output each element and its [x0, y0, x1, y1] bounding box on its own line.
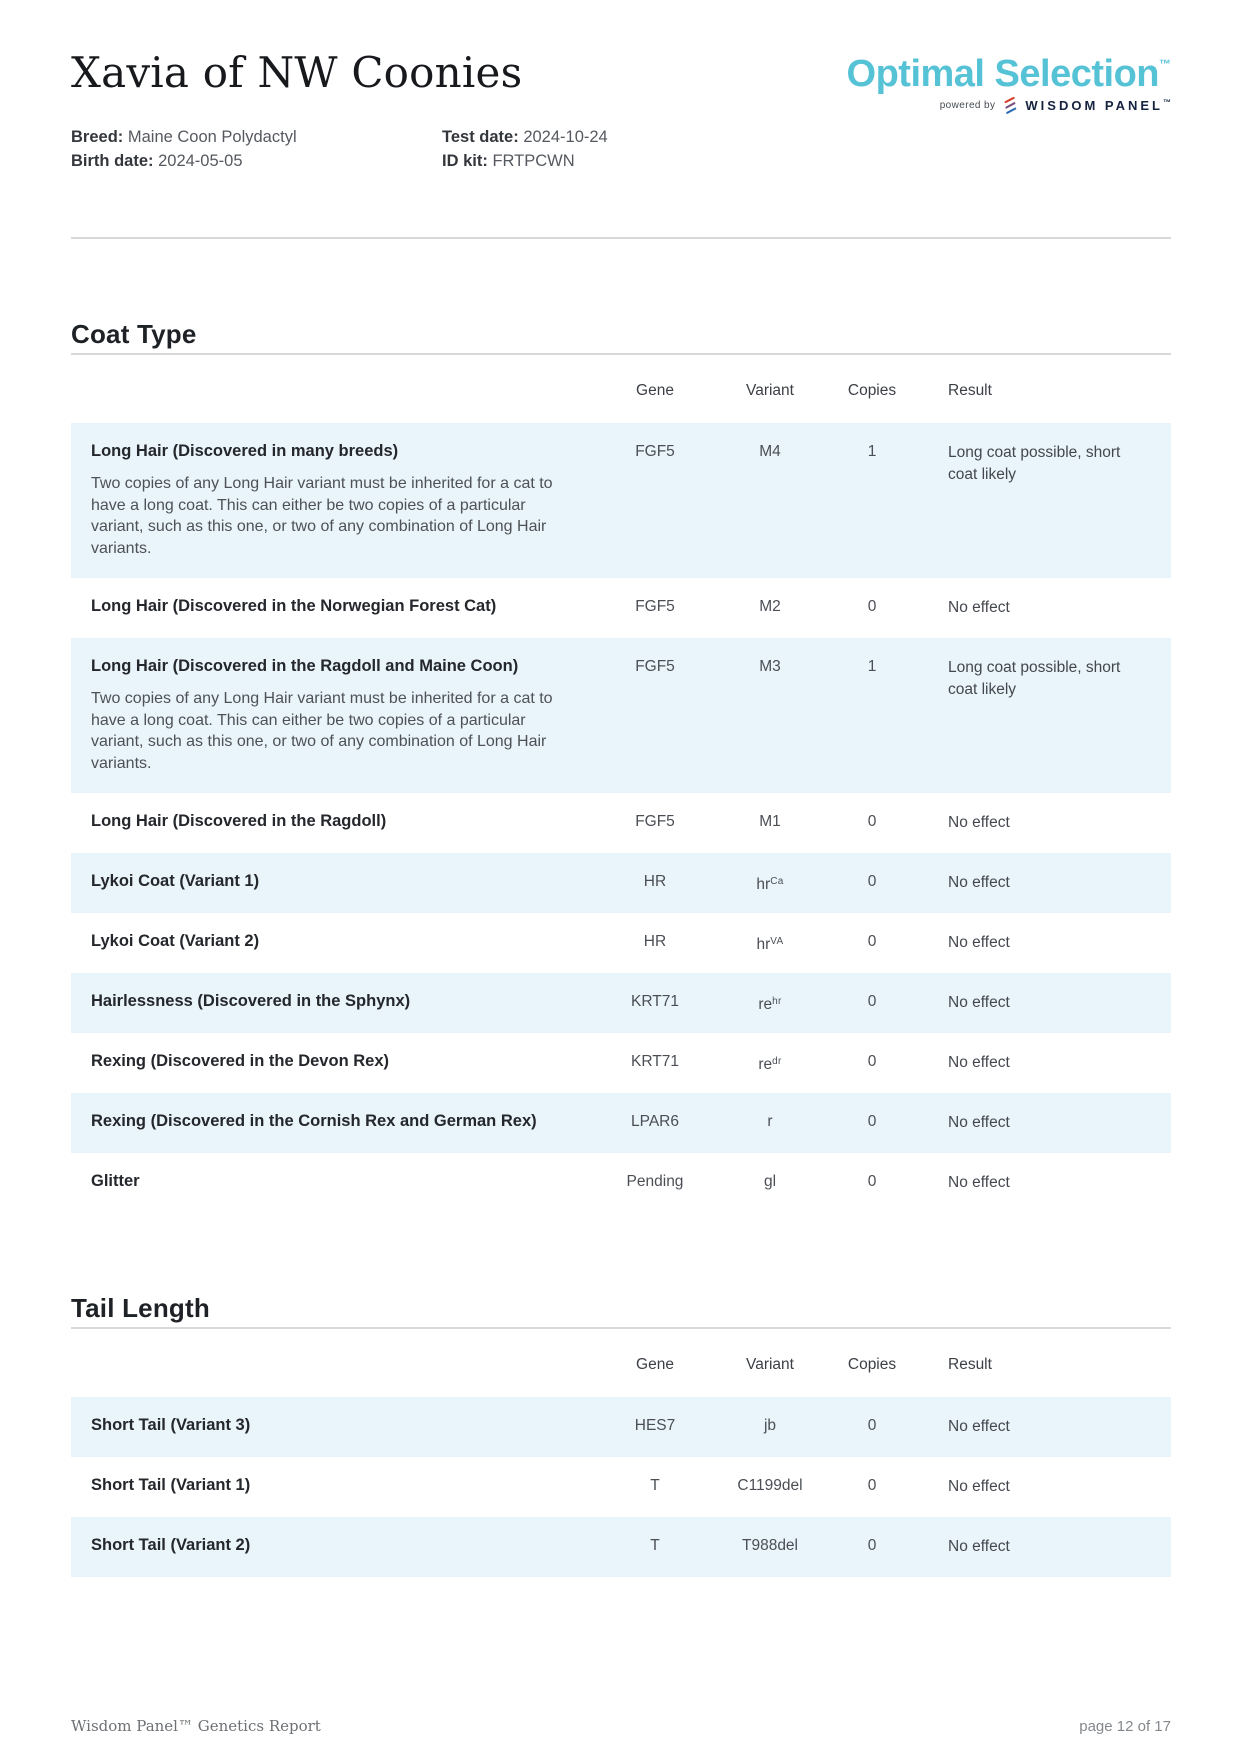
result-value: No effect [948, 934, 1010, 951]
trait-name: Lykoi Coat (Variant 1) [91, 872, 260, 890]
brand-wordmark [847, 44, 1171, 94]
trait-description: Two copies of any Long Hair variant must be inherited for a cat to have a long coat. This can either be two copies of a particular variant, such as this one, or two of any combination of Long Hair variants. [91, 690, 553, 772]
copies-value: 0 [867, 1113, 877, 1130]
copies-value: 0 [867, 933, 877, 950]
variant-base: M1 [759, 813, 781, 830]
pet-info [71, 128, 1171, 176]
variant-value [759, 598, 781, 615]
col-header-copies: Copies [847, 1356, 897, 1373]
brand-name: Optimal Selection [846, 53, 1159, 95]
trait-name: Lykoi Coat (Variant 2) [91, 932, 260, 950]
copies-value: 1 [867, 443, 877, 460]
breed-field [71, 128, 442, 152]
col-header-result: Result [948, 1356, 992, 1373]
trait-name: Hairlessness (Discovered in the Sphynx) [91, 992, 411, 1010]
page-title: Xavia of NW Coonies [71, 48, 523, 97]
trait-row [71, 578, 1171, 638]
variant-superscript: hr [772, 996, 782, 1007]
trait-name: Short Tail (Variant 1) [91, 1476, 251, 1494]
result-value: Long coat possible, short coat likely [948, 659, 1121, 698]
result-value: No effect [948, 1478, 1010, 1495]
trait-row [71, 638, 1171, 793]
trait-name: Long Hair (Discovered in the Ragdoll and Maine Coon) [91, 657, 519, 675]
col-header-result: Result [948, 382, 992, 399]
gene-value: LPAR6 [631, 1113, 679, 1130]
col-header-spacer [71, 382, 591, 400]
gene-value: HES7 [634, 1417, 676, 1434]
variant-base: C1199del [737, 1477, 803, 1494]
variant-superscript: dr [772, 1056, 782, 1067]
gene-value: FGF5 [635, 813, 675, 830]
variant-base: re [758, 1056, 773, 1073]
gene-value: FGF5 [635, 598, 675, 615]
variant-value [756, 876, 783, 893]
wisdom-panel-wordmark [1025, 98, 1171, 113]
gene-value: HR [643, 933, 667, 950]
trait-row [71, 1153, 1171, 1213]
copies-value: 0 [867, 993, 877, 1010]
trait-row [71, 853, 1171, 913]
variant-value [759, 813, 781, 830]
trait-section [71, 319, 1171, 1213]
sections [71, 319, 1171, 1577]
result-value: No effect [948, 1174, 1010, 1191]
variant-base: re [758, 996, 773, 1013]
trait-name: Long Hair (Discovered in many breeds) [91, 442, 399, 460]
variant-value [759, 658, 781, 675]
id-kit-label: ID kit: [442, 152, 488, 170]
gene-value: T [650, 1537, 660, 1554]
id-kit-field [442, 152, 1171, 176]
copies-value: 0 [867, 873, 877, 890]
col-header-variant: Variant [746, 382, 794, 399]
test-date-label: Test date: [442, 128, 519, 146]
variant-superscript: Ca [770, 876, 784, 887]
powered-by-row [847, 97, 1171, 114]
report-header [71, 0, 1171, 239]
gene-value: KRT71 [631, 1053, 679, 1070]
breed-label: Breed: [71, 128, 124, 146]
result-value: No effect [948, 1114, 1010, 1131]
copies-value: 0 [867, 1417, 877, 1434]
variant-value [758, 996, 781, 1013]
breed-value: Maine Coon Polydactyl [127, 128, 297, 146]
trait-description: Two copies of any Long Hair variant must be inherited for a cat to have a long coat. This can either be two copies of a particular variant, such as this one, or two of any combination of Long Hair variants. [91, 475, 553, 557]
gene-value: FGF5 [635, 443, 675, 460]
variant-value [759, 443, 781, 460]
variant-value [742, 1537, 798, 1554]
partner-name: WISDOM PANEL [1025, 98, 1163, 113]
variant-base: hr [756, 876, 771, 893]
partner-trademark: ™ [1163, 98, 1171, 107]
trait-name: Short Tail (Variant 3) [91, 1416, 251, 1434]
section-title: Tail Length [71, 1293, 210, 1323]
result-value: No effect [948, 874, 1010, 891]
trait-row [71, 973, 1171, 1033]
trait-section [71, 1293, 1171, 1577]
variant-value [757, 936, 784, 953]
variant-base: r [767, 1113, 773, 1130]
result-value: No effect [948, 994, 1010, 1011]
trait-row [71, 793, 1171, 853]
variant-base: jb [763, 1417, 777, 1434]
brand-trademark: ™ [1159, 57, 1171, 71]
trait-name: Rexing (Discovered in the Cornish Rex and German Rex) [91, 1112, 537, 1130]
variant-base: M4 [759, 443, 781, 460]
variant-base: M3 [759, 658, 781, 675]
variant-value [737, 1477, 802, 1494]
result-value: Long coat possible, short coat likely [948, 444, 1121, 483]
section-title: Coat Type [71, 319, 197, 349]
copies-value: 0 [867, 1477, 877, 1494]
variant-base: T988del [741, 1537, 798, 1554]
variant-value [767, 1113, 772, 1130]
footer-page-number: page 12 of 17 [1079, 1718, 1171, 1735]
gene-value: KRT71 [631, 993, 679, 1010]
result-value: No effect [948, 814, 1010, 831]
col-header-gene: Gene [636, 382, 674, 399]
col-header-copies: Copies [847, 382, 897, 399]
variant-value [764, 1173, 776, 1190]
variant-base: gl [763, 1173, 777, 1190]
trait-row [71, 1033, 1171, 1093]
trait-name: Short Tail (Variant 2) [91, 1536, 251, 1554]
header-divider [71, 237, 1171, 239]
variant-base: hr [756, 936, 771, 953]
footer-report-name: Wisdom Panel™ Genetics Report [71, 1717, 321, 1735]
trait-row [71, 1457, 1171, 1517]
trait-name: Glitter [91, 1172, 140, 1190]
variant-value [758, 1056, 781, 1073]
result-value: No effect [948, 1538, 1010, 1555]
gene-value: FGF5 [635, 658, 675, 675]
copies-value: 0 [867, 1537, 877, 1554]
copies-value: 0 [867, 598, 877, 615]
id-kit-value: FRTPCWN [492, 152, 575, 170]
gene-value: Pending [626, 1173, 684, 1190]
optimal-selection-logo [847, 44, 1171, 114]
table-body [71, 423, 1171, 1213]
trait-name: Long Hair (Discovered in the Ragdoll) [91, 812, 387, 830]
dna-helix-icon [1002, 97, 1018, 114]
variant-value [764, 1417, 776, 1434]
gene-value: HR [643, 873, 667, 890]
col-header-gene: Gene [636, 1356, 674, 1373]
table-header-row [71, 1329, 1171, 1397]
trait-row [71, 423, 1171, 578]
trait-name: Rexing (Discovered in the Devon Rex) [91, 1052, 389, 1070]
trait-row [71, 1397, 1171, 1457]
test-date-field [442, 128, 1171, 152]
col-header-spacer [71, 1356, 591, 1374]
copies-value: 0 [867, 1173, 877, 1190]
trait-row [71, 1517, 1171, 1577]
trait-row [71, 913, 1171, 973]
table-header-row [71, 355, 1171, 423]
birth-date-label: Birth date: [71, 152, 154, 170]
powered-by-label: powered by [939, 100, 996, 111]
variant-base: M2 [759, 598, 781, 615]
page-footer [71, 1717, 1171, 1735]
result-value: No effect [948, 1054, 1010, 1071]
trait-row [71, 1093, 1171, 1153]
result-value: No effect [948, 1418, 1010, 1435]
birth-date-field [71, 152, 442, 176]
gene-value: T [650, 1477, 660, 1494]
trait-name: Long Hair (Discovered in the Norwegian Forest Cat) [91, 597, 497, 615]
variant-superscript: VA [770, 936, 784, 947]
birth-date-value: 2024-05-05 [158, 152, 243, 170]
copies-value: 0 [867, 813, 877, 830]
copies-value: 1 [867, 658, 877, 675]
copies-value: 0 [867, 1053, 877, 1070]
table-body [71, 1397, 1171, 1577]
test-date-value: 2024-10-24 [523, 128, 608, 146]
result-value: No effect [948, 599, 1010, 616]
col-header-variant: Variant [746, 1356, 794, 1373]
